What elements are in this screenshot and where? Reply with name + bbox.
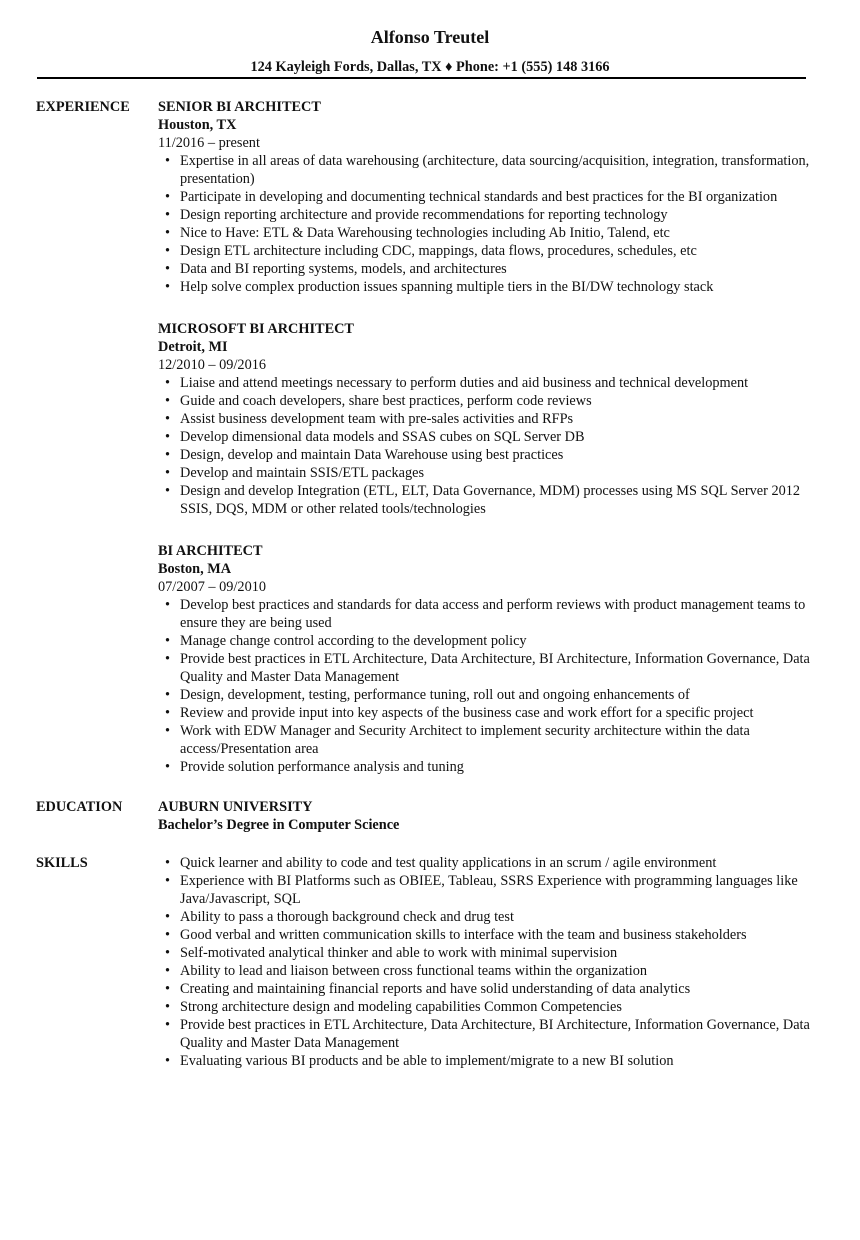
job-bullets xyxy=(158,152,826,296)
contact-line: 124 Kayleigh Fords, Dallas, TX ♦ Phone: +1 (555) 148 3166 xyxy=(250,59,610,75)
experience-section xyxy=(36,98,826,800)
job-entry xyxy=(158,542,826,776)
job-dates: 11/2016 – present xyxy=(158,135,260,151)
skill-item: • Provide best practices in ETL Architecture, Data Architecture, BI Architecture, Information Governance, Data Quality and Master Data Management xyxy=(158,1016,826,1052)
job-location: Boston, MA xyxy=(158,561,232,577)
bullet-item: • Design, development, testing, performance tuning, roll out and ongoing enhancements of xyxy=(158,686,826,704)
job-bullets xyxy=(158,596,826,776)
bullet-item: • Assist business development team with pre-sales activities and RFPs xyxy=(158,410,826,428)
skill-item: • Self-motivated analytical thinker and able to work with minimal supervision xyxy=(158,944,826,962)
bullet-item: • Help solve complex production issues spanning multiple tiers in the BI/DW technology stack xyxy=(158,278,826,296)
skill-item: • Ability to pass a thorough background check and drug test xyxy=(158,908,826,926)
degree: Bachelor’s Degree in Computer Science xyxy=(158,817,400,833)
bullet-item: • Nice to Have: ETL & Data Warehousing technologies including Ab Initio, Talend, etc xyxy=(158,224,826,242)
bullet-item: • Provide best practices in ETL Architecture, Data Architecture, BI Architecture, Information Governance, Data Quality and Master Data Management xyxy=(158,650,826,686)
job-location: Detroit, MI xyxy=(158,339,228,355)
header-divider xyxy=(37,77,806,79)
skill-item: • Good verbal and written communication skills to interface with the team and business stakeholders xyxy=(158,926,826,944)
bullet-item: • Liaise and attend meetings necessary to perform duties and aid business and technical development xyxy=(158,374,826,392)
section-label: EXPERIENCE xyxy=(36,99,130,115)
bullet-item: • Design and develop Integration (ETL, ELT, Data Governance, MDM) processes using MS SQL Server 2012 SSIS, DQS, MDM or other related tools/technologies xyxy=(158,482,826,518)
bullet-item: • Participate in developing and documenting technical standards and best practices for the BI organization xyxy=(158,188,826,206)
job-entry xyxy=(158,98,826,296)
job-title: BI ARCHITECT xyxy=(158,543,263,559)
bullet-item: • Work with EDW Manager and Security Architect to implement security architecture within the data access/Presentation area xyxy=(158,722,826,758)
bullet-item: • Data and BI reporting systems, models, and architectures xyxy=(158,260,826,278)
bullet-item: • Develop dimensional data models and SSAS cubes on SQL Server DB xyxy=(158,428,826,446)
bullet-item: • Design ETL architecture including CDC, mappings, data flows, procedures, schedules, etc xyxy=(158,242,826,260)
candidate-name: Alfonso Treutel xyxy=(370,27,490,47)
job-title: MICROSOFT BI ARCHITECT xyxy=(158,321,354,337)
skill-item: • Creating and maintaining financial reports and have solid understanding of data analytics xyxy=(158,980,826,998)
job-dates: 12/2010 – 09/2016 xyxy=(158,357,267,373)
skills-list xyxy=(158,854,826,1070)
job-dates: 07/2007 – 09/2010 xyxy=(158,579,267,595)
job-bullets xyxy=(158,374,826,518)
skill-item: • Evaluating various BI products and be able to implement/migrate to a new BI solution xyxy=(158,1052,826,1070)
bullet-item: • Design reporting architecture and provide recommendations for reporting technology xyxy=(158,206,826,224)
skill-item: • Strong architecture design and modeling capabilities Common Competencies xyxy=(158,998,826,1016)
bullet-item: • Design, develop and maintain Data Warehouse using best practices xyxy=(158,446,826,464)
skill-item: • Ability to lead and liaison between cross functional teams within the organization xyxy=(158,962,826,980)
bullet-item: • Expertise in all areas of data warehousing (architecture, data sourcing/acquisition, integration, transformation, presentation) xyxy=(158,152,826,188)
jobs-list xyxy=(158,98,826,776)
skill-item: • Quick learner and ability to code and test quality applications in an scrum / agile environment xyxy=(158,854,826,872)
bullet-item: • Develop best practices and standards for data access and perform reviews with product management teams to ensure they are being used xyxy=(158,596,826,632)
job-title: SENIOR BI ARCHITECT xyxy=(158,99,321,115)
job-location: Houston, TX xyxy=(158,117,237,133)
skills-section xyxy=(36,854,826,1070)
education-section xyxy=(36,798,826,834)
bullet-item: • Manage change control according to the development policy xyxy=(158,632,826,650)
bullet-item: • Develop and maintain SSIS/ETL packages xyxy=(158,464,826,482)
bullet-item: • Guide and coach developers, share best practices, perform code reviews xyxy=(158,392,826,410)
section-label: SKILLS xyxy=(36,855,88,871)
skill-item: • Experience with BI Platforms such as OBIEE, Tableau, SSRS Experience with programming languages like Java/Javascript, SQL xyxy=(158,872,826,908)
bullet-item: • Review and provide input into key aspects of the business case and work effort for a specific project xyxy=(158,704,826,722)
school-name: AUBURN UNIVERSITY xyxy=(158,799,313,815)
section-label: EDUCATION xyxy=(36,799,123,815)
bullet-item: • Provide solution performance analysis and tuning xyxy=(158,758,826,776)
job-entry xyxy=(158,320,826,518)
